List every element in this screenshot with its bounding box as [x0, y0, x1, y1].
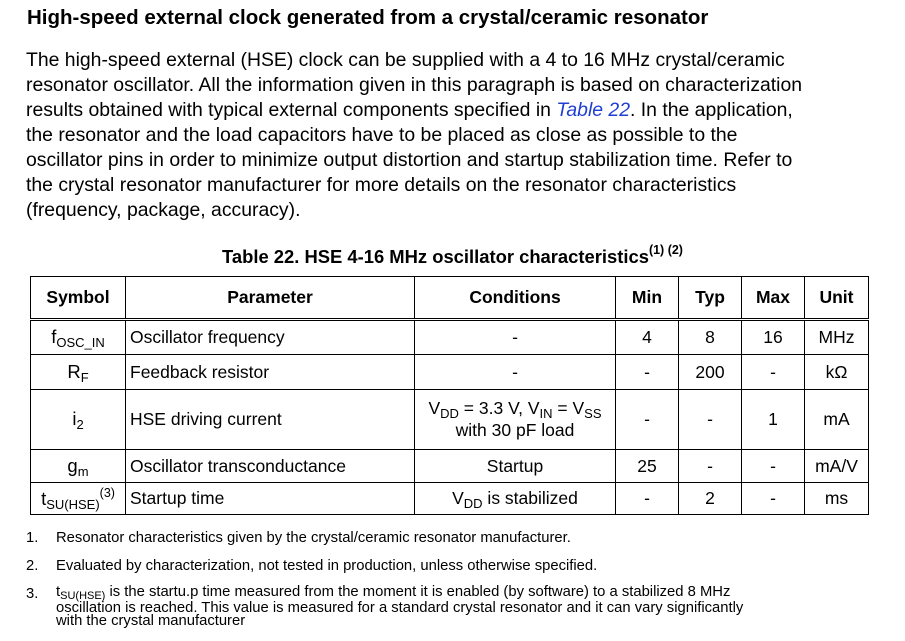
parameter-cell: HSE driving current: [126, 390, 415, 450]
conditions-cell: $V_{DD}$ is stabilized: [415, 483, 616, 515]
paragraph-line: resonator oscillator. All the information given in this paragraph is based on characterization: [26, 74, 803, 96]
table-caption: Table 22. HSE 4-16 MHz oscillator characteristics$^{(1) (2)}$: [222, 243, 683, 267]
header-parameter: Parameter: [126, 277, 415, 320]
parameter-cell: Oscillator frequency: [126, 320, 415, 355]
max-cell: 1: [742, 390, 805, 450]
paragraph-line: the crystal resonator manufacturer for more details on the resonator characteristics: [26, 174, 737, 196]
conditions-cell: Startup: [415, 450, 616, 483]
parameter-cell: Feedback resistor: [126, 355, 415, 390]
paragraph-line: (frequency, package, accuracy).: [26, 199, 301, 221]
symbol-cell: $t_{SU(HSE)}^{(3)}$: [31, 483, 126, 515]
table-22-link[interactable]: Table 22: [556, 99, 630, 121]
header-max: Max: [742, 277, 805, 320]
paragraph-line: The high-speed external (HSE) clock can be supplied with a 4 to 16 MHz crystal/ceramic: [26, 49, 785, 71]
min-cell: -: [616, 390, 679, 450]
section-heading: High-speed external clock generated from a crystal/ceramic resonator: [27, 6, 709, 29]
intro-paragraph: [26, 48, 886, 223]
header-conditions: Conditions: [415, 277, 616, 320]
unit-cell: mA/V: [805, 450, 869, 483]
typ-cell: 200: [679, 355, 742, 390]
header-unit: Unit: [805, 277, 869, 320]
symbol-cell: $f_{OSC\_IN}$: [31, 320, 126, 355]
unit-cell: kΩ: [805, 355, 869, 390]
typ-cell: 8: [679, 320, 742, 355]
max-cell: -: [742, 355, 805, 390]
table-row: [31, 483, 869, 515]
max-cell: -: [742, 450, 805, 483]
unit-cell: mA: [805, 390, 869, 450]
parameter-cell: Oscillator transconductance: [126, 450, 415, 483]
parameter-cell: Startup time: [126, 483, 415, 515]
min-cell: 25: [616, 450, 679, 483]
table-row: [31, 355, 869, 390]
unit-cell: ms: [805, 483, 869, 515]
max-cell: 16: [742, 320, 805, 355]
min-cell: 4: [616, 320, 679, 355]
paragraph-line: the resonator and the load capacitors have to be placed as close as possible to the: [26, 124, 738, 146]
symbol-cell: $R_F$: [31, 355, 126, 390]
symbol-cell: $g_m$: [31, 450, 126, 483]
conditions-cell: $V_{DD} = 3.3$ V, $V_{IN} = V_{SS}$ with 30 pF load: [415, 390, 616, 450]
header-symbol: Symbol: [31, 277, 126, 320]
header-typ: Typ: [679, 277, 742, 320]
typ-cell: 2: [679, 483, 742, 515]
hse-oscillator-table: [30, 276, 869, 515]
symbol-cell: $i_2$: [31, 390, 126, 450]
table-header-row: [31, 277, 869, 320]
table-row: [31, 390, 869, 450]
typ-cell: -: [679, 390, 742, 450]
typ-cell: -: [679, 450, 742, 483]
paragraph-line: results obtained with typical external components specified in Table 22. In the application,: [26, 99, 793, 121]
conditions-cell: -: [415, 320, 616, 355]
min-cell: -: [616, 355, 679, 390]
caption-footnote-refs: (1) (2): [648, 243, 683, 257]
conditions-cell: -: [415, 355, 616, 390]
table-row: [31, 320, 869, 355]
header-min: Min: [616, 277, 679, 320]
paragraph-line: oscillator pins in order to minimize output distortion and startup stabilization time. Refer to: [26, 149, 793, 171]
min-cell: -: [616, 483, 679, 515]
unit-cell: MHz: [805, 320, 869, 355]
max-cell: -: [742, 483, 805, 515]
table-row: [31, 450, 869, 483]
